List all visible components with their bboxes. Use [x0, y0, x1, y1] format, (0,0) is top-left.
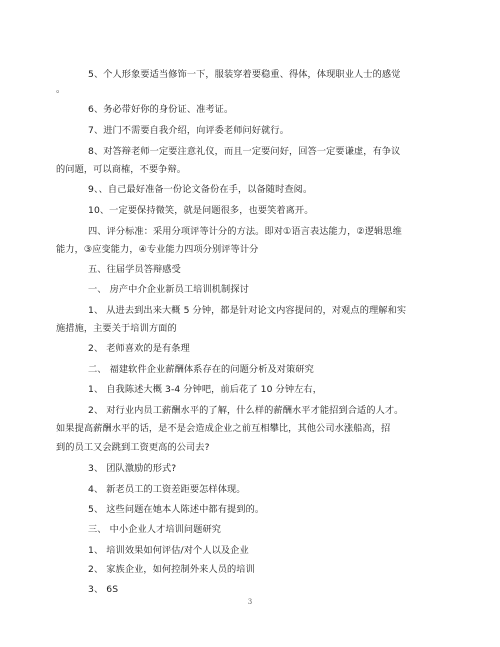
text-line: 一、 房产中介企业新员工培训机制探讨: [88, 284, 249, 295]
text-line: 1、 培训效果如何评估/对个人以及企业: [88, 545, 249, 556]
text-line: 的问题，可以商榷，不要争辩。: [56, 164, 187, 175]
text-line: 7、进门不需要自我介绍，向评委老师问好就行。: [88, 125, 289, 136]
text-line: 6、务必带好你的身份证、准考证。: [88, 104, 234, 115]
text-line: 二、 福建软件企业薪酬体系存在的问题分析及对策研究: [88, 364, 314, 375]
text-line: 三、 中小企业人才培训问题研究: [88, 524, 222, 535]
text-line: 10、一定要保持微笑，就是问题很多，也要笑着离开。: [88, 205, 314, 216]
text-line: 到的员工又会跳到工资更高的公司去?: [56, 442, 210, 453]
text-line: 2、 对行业内员工薪酬水平的了解，什么样的薪酬水平才能招到合适的人才。: [88, 405, 404, 416]
text-line: 4、 新老员工的工资差距要怎样体现。: [88, 484, 246, 495]
text-line: 能力，③应变能力，④专业能力四项分别评等计分: [56, 244, 259, 255]
text-line: 如果提高薪酬水平的话，是不是会造成企业之前互相攀比，其他公司水涨船高，招: [56, 423, 391, 434]
text-line: 1、 自我陈述大概 3-4 分钟吧，前后花了 10 分钟左右，: [88, 384, 322, 395]
text-line: 3、 6S: [88, 584, 119, 595]
text-line: 五、往届学员答辩感受: [88, 264, 181, 275]
text-line: 。: [56, 84, 66, 95]
text-line: 3、 团队激励的形式?: [88, 463, 177, 474]
text-line: 8、对答辩老师一定要注意礼仪，而且一定要问好，回答一定要谦虚，有争议: [88, 146, 401, 157]
text-line: 1、 从进去到出来大概 5 分钟，都是针对论文内容提问的，对观点的理解和实: [88, 305, 407, 316]
text-line: 2、 老师喜欢的是有条理: [88, 343, 190, 354]
text-line: 2、 家族企业，如何控制外来人员的培训: [88, 564, 255, 575]
text-line: 5、 这些问题在她本人陈述中都有提到的。: [88, 504, 265, 515]
page-number: 3: [247, 598, 253, 606]
text-line: 9、、自己最好准备一份论文备份在手，以备随时查阅。: [88, 184, 313, 195]
text-line: 施措施，主要关于培训方面的: [56, 323, 177, 334]
text-line: 5、个人形象要适当修饰一下，服装穿着要稳重、得体，体现职业人士的感觉: [88, 69, 401, 80]
text-line: 四、评分标准：采用分项评等计分的方法。即对①语言表达能力，②逻辑思维: [88, 226, 402, 237]
